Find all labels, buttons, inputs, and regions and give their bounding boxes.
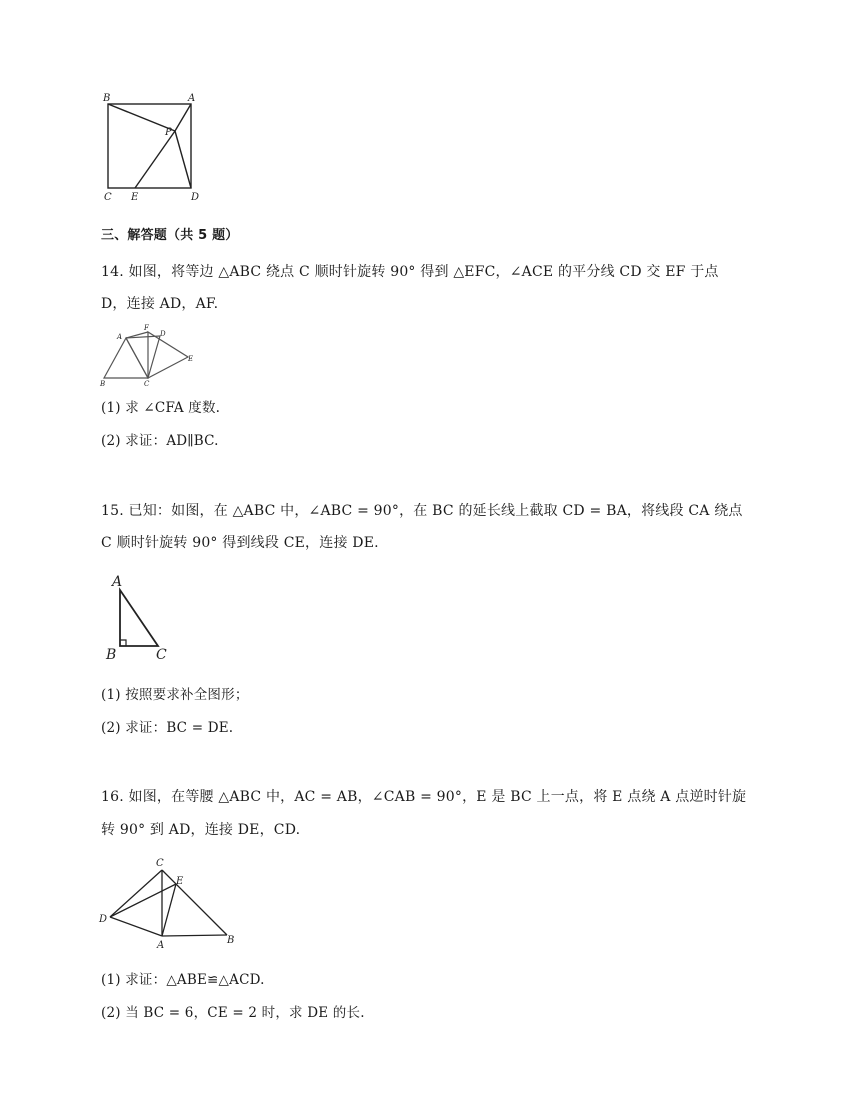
q16-label-e: E — [176, 876, 184, 887]
label-d: D — [191, 192, 200, 203]
right-angle-marker — [120, 640, 126, 646]
q16-label-a: A — [157, 940, 165, 951]
q15-part2: (2) 求证：BC = DE. — [101, 720, 234, 736]
q14-label-a: A — [117, 333, 123, 341]
q16-part2: (2) 当 BC = 6，CE = 2 时，求 DE 的长. — [101, 1005, 365, 1021]
q14-line1: 14. 如图，将等边 △ABC 绕点 C 顺时针旋转 90° 得到 △EFC，∠ACE 的平分线 CD 交 EF 于点 — [101, 264, 719, 280]
q16-part1: (1) 求证：△ABE≌△ACD. — [101, 972, 265, 988]
q16-line1: 16. 如图，在等腰 △ABC 中，AC = AB，∠CAB = 90°，E 是 BC 上一点，将 E 点绕 A 点逆时针旋 — [101, 789, 747, 805]
figure-q14 — [98, 322, 198, 388]
label-a: A — [188, 93, 196, 104]
q14-label-c: C — [144, 380, 150, 388]
q16-label-d: D — [99, 914, 108, 925]
segment-cd — [148, 336, 160, 378]
q14-line2: D，连接 AD，AF. — [101, 296, 219, 312]
q16-label-c: C — [156, 858, 164, 869]
segment-ab — [162, 935, 227, 936]
q14-part1: (1) 求 ∠CFA 度数. — [101, 400, 221, 416]
segment-pe — [135, 131, 175, 188]
q14-part2: (2) 求证：AD∥BC. — [101, 433, 219, 449]
figure-q15 — [100, 570, 180, 665]
q15-line1: 15. 已知：如图，在 △ABC 中，∠ABC = 90°，在 BC 的延长线上截取 CD = BA，将线段 CA 绕点 — [101, 503, 743, 519]
segment-ae — [162, 884, 176, 936]
q16-label-b: B — [227, 935, 235, 946]
q14-label-e: E — [188, 355, 194, 363]
label-p: P — [165, 127, 172, 138]
q15-line2: C 顺时针旋转 90° 得到线段 CE，连接 DE. — [101, 535, 379, 551]
segment-de — [110, 884, 176, 917]
q15-label-c: C — [156, 647, 167, 663]
segment-da — [110, 917, 162, 936]
triangle-abc — [104, 338, 148, 378]
section-title: 三、解答题（共 5 题） — [101, 228, 239, 243]
segment-cb — [162, 870, 227, 935]
label-c: C — [104, 192, 112, 203]
segment-pd — [175, 131, 191, 188]
figure-q16 — [96, 854, 242, 954]
triangle-abc — [120, 590, 158, 646]
segment-ap — [175, 104, 191, 131]
q14-label-d: D — [160, 330, 166, 338]
q16-line2: 转 90° 到 AD，连接 DE，CD. — [101, 822, 301, 838]
label-e: E — [131, 192, 139, 203]
q15-part1: (1) 按照要求补全图形； — [101, 687, 249, 703]
segment-dc — [110, 870, 162, 917]
q15-label-a: A — [112, 574, 123, 590]
figure-square-bapd — [98, 90, 210, 206]
label-b: B — [103, 93, 111, 104]
q14-label-f: F — [144, 324, 149, 332]
segment-ae — [126, 338, 148, 378]
q15-label-b: B — [106, 647, 117, 663]
q14-label-b: B — [100, 380, 106, 388]
